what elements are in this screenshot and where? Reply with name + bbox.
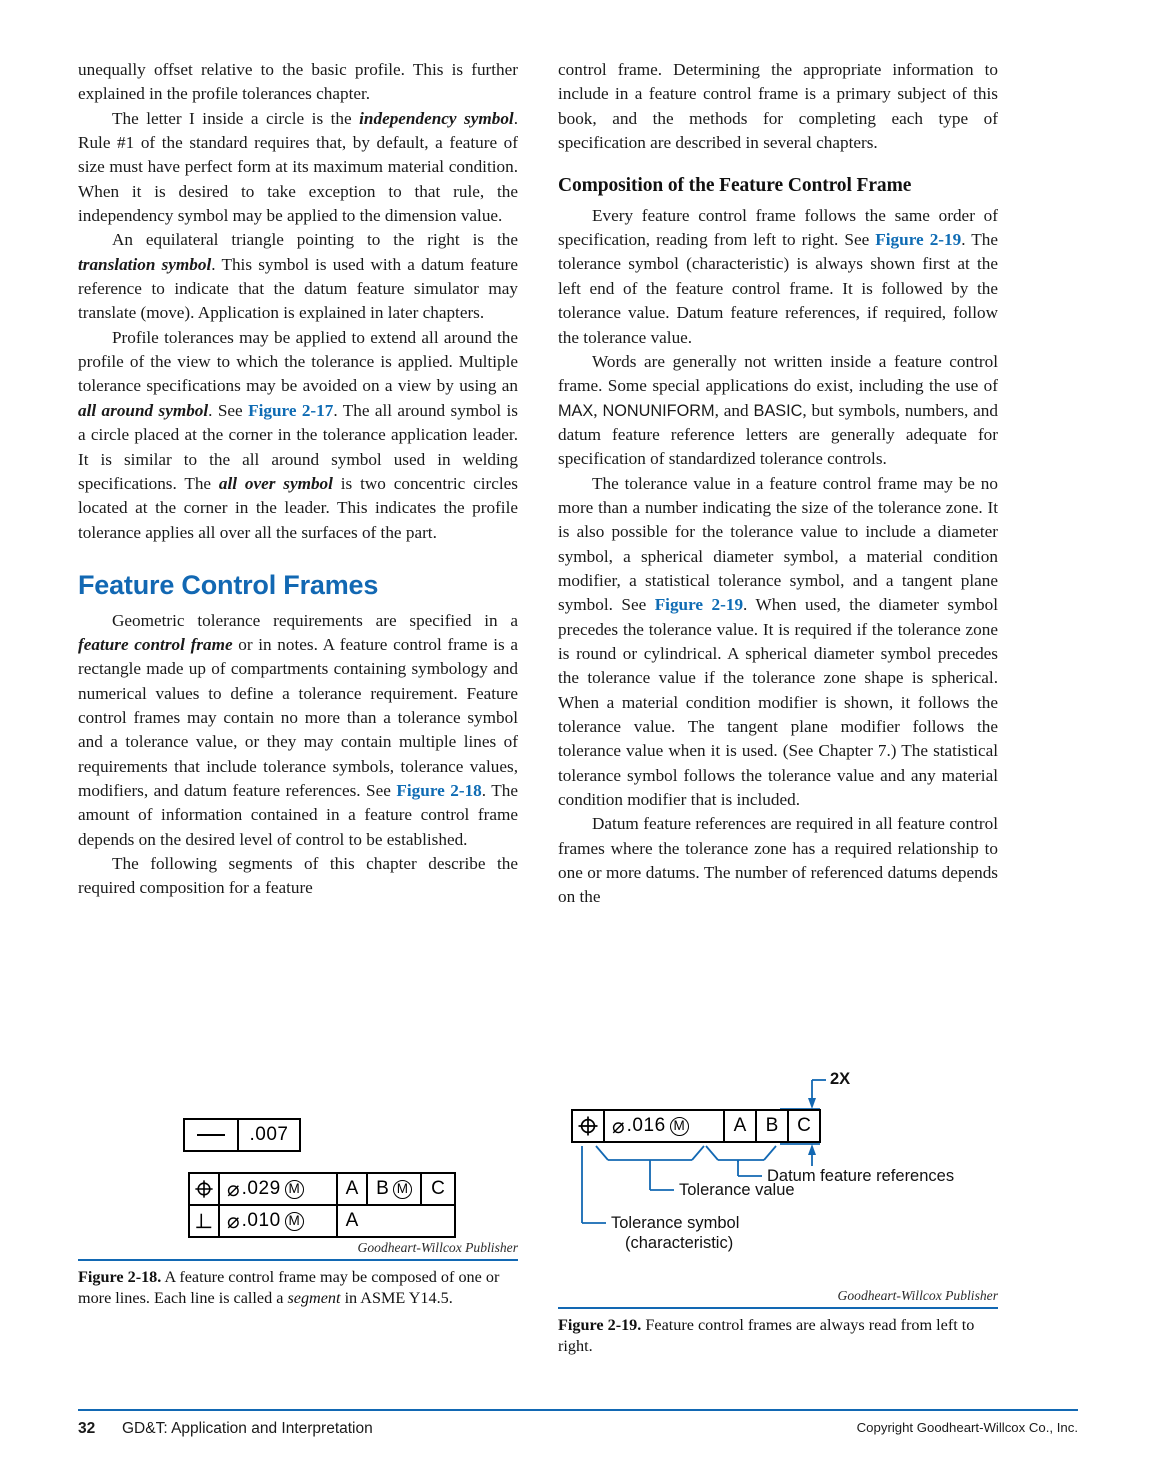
term-segment: segment <box>287 1288 341 1307</box>
section-heading-feature-control-frames: Feature Control Frames <box>78 569 379 600</box>
paragraph-order-of-specification <box>558 204 998 350</box>
figure-2-18-caption <box>78 1267 518 1308</box>
term-independency-symbol: independency symbol <box>359 108 514 128</box>
figure-2-19-rule <box>558 1307 998 1309</box>
fcf-segment <box>185 1120 299 1150</box>
mmc-modifier-icon: M <box>670 1117 689 1136</box>
text-run: A feature control frame may be composed of one or more lines. Each line is called a <box>78 1268 500 1307</box>
callout-tolerance-symbol <box>611 1213 739 1253</box>
footer-running-title: GD&T: Application and Interpretation <box>122 1420 373 1437</box>
text-run: . Rule #1 of the standard requires that, by default, a feature of size must have perfect form at its maximum material condition. When it is desired to take exception to that rule, the independency symbol may be applied to the dimension value. <box>78 108 518 226</box>
figure-2-19-credit: Goodheart-Willcox Publisher <box>837 1288 998 1303</box>
tolerance-value-cell-029 <box>218 1174 336 1204</box>
figure-2-18-caption-label: Figure 2-18. <box>78 1268 162 1286</box>
mmc-modifier-icon: M <box>285 1180 304 1199</box>
text-run: Profile tolerances may be applied to extend all around the profile of the view to which the tolerance is applied. Multiple tolerance specifications may be avoided on a view by using an <box>78 327 518 396</box>
tolerance-value: .016 <box>626 1115 666 1136</box>
diameter-symbol-2: ⌀ <box>227 1209 240 1233</box>
tolerance-value-2: .010 <box>241 1210 281 1231</box>
position-symbol <box>190 1174 218 1204</box>
text-run: or in notes. A feature control frame is a rectangle made up of compartments containing symbology and numerical values to define a tolerance requirement. Feature control frames may contain no more than a tolerance symbol and a tolerance value, or they may contain multiple lines of requirements that include tolerance symbols, tolerance values, modifiers, and datum feature references. See <box>78 634 518 800</box>
tolerance-value-cell: .007 <box>237 1120 299 1150</box>
fcf-segment <box>573 1111 819 1141</box>
text-run: , but symbols, numbers, and datum feature reference letters are generally adequate for specification of standardized tolerance controls. <box>558 400 998 469</box>
text-run: Every feature control frame follows the same order of specification, reading from left to right. See <box>558 205 998 250</box>
datum-cell-c: C <box>787 1111 819 1141</box>
spacer <box>78 545 518 571</box>
paragraph-tolerance-value <box>558 472 998 813</box>
paragraph-fcf-definition <box>78 609 518 852</box>
datum-cell-a: A <box>336 1174 366 1204</box>
datum-cell-a-2: A <box>336 1206 366 1236</box>
paragraph-following-segments <box>78 852 518 901</box>
paragraph-continued <box>78 58 518 107</box>
text-run: The tolerance value in a feature control frame may be no more than a number indicating the size of the tolerance zone. It is also possible for the tolerance value to include a diameter symbol, a spherical diameter symbol, a material condition modifier, a statistical tolerance symbol, and a tangent plane symbol. See <box>558 473 998 615</box>
mmc-modifier-icon-2: M <box>285 1212 304 1231</box>
straightness-symbol <box>185 1120 237 1150</box>
figure-2-19 <box>558 1068 998 1356</box>
text-run: , <box>593 400 603 420</box>
paragraph-continued-right <box>558 58 998 155</box>
spacer <box>558 155 998 175</box>
paragraph-independency <box>78 107 518 229</box>
callout-line-2: (characteristic) <box>625 1234 734 1252</box>
text-run: Geometric tolerance requirements are specified in a <box>112 610 518 630</box>
figure-2-19-graphic <box>558 1068 998 1288</box>
text-run: . See <box>208 400 249 420</box>
paragraph-profile <box>78 326 518 545</box>
text-run: An equilateral triangle pointing to the right is the <box>112 230 518 250</box>
datum-cell-c: C <box>420 1174 454 1204</box>
paragraph-translation <box>78 228 518 325</box>
datum-cell-b: B <box>755 1111 787 1141</box>
tolerance-value: .029 <box>241 1178 281 1199</box>
callout-line-1: Tolerance symbol <box>611 1214 740 1232</box>
feature-control-frame-two-segment <box>188 1172 456 1238</box>
diameter-symbol: ⌀ <box>227 1177 240 1201</box>
term-max: MAX <box>558 401 594 420</box>
text-run: Datum feature references are required in all feature control frames where the tolerance zone has a required relationship to one or more datums. The number of referenced datums depends on the <box>558 814 998 907</box>
term-translation-symbol: translation symbol <box>78 254 212 274</box>
figure-reference-2-19-b[interactable]: Figure 2-19 <box>654 595 744 615</box>
term-all-around-symbol: all around symbol <box>78 400 209 420</box>
figure-2-18-rule <box>78 1259 518 1261</box>
footer-copyright: Copyright Goodheart-Willcox Co., Inc. <box>856 1420 1078 1435</box>
text-run: Feature control frames are always read from left to right. <box>558 1316 975 1355</box>
text-run: . When used, the diameter symbol precedes the tolerance value. It is required if the tolerance zone is round or cylindrical. A spherical diameter symbol precedes the tolerance value if the tolerance zone shape is spherical. When a material condition modifier is shown, it follows the tolerance value. The tangent plane modifier follows the tolerance value when it is used. (See Chapter 7.) The statistical tolerance symbol follows the tolerance value and any material condition modifier that is included. <box>558 595 998 810</box>
term-basic: BASIC <box>753 401 803 420</box>
dimension-label-2x: 2X <box>830 1070 851 1088</box>
text-run: . The amount of information contained in a feature control frame depends on the desired level of control to be established. <box>78 780 518 849</box>
figure-2-19-caption <box>558 1315 998 1356</box>
fcf-segment-position <box>190 1174 454 1204</box>
figure-reference-2-19[interactable]: Figure 2-19 <box>875 230 962 250</box>
text-run: . The tolerance symbol (characteristic) is always shown first at the left end of the feature control frame. It is followed by the tolerance value. Datum feature references, if required, follow the tolerance value. <box>558 230 998 347</box>
term-all-over-symbol: all over symbol <box>218 473 333 493</box>
figure-reference-2-17[interactable]: Figure 2-17 <box>248 400 334 420</box>
figure-2-18 <box>78 1118 518 1308</box>
term-nonuniform: NONUNIFORM <box>602 401 715 420</box>
subsection-heading-composition: Composition of the Feature Control Frame <box>558 175 912 197</box>
position-symbol <box>573 1111 603 1141</box>
datum-cell-a: A <box>723 1111 755 1141</box>
tolerance-value-cell-010 <box>218 1206 336 1236</box>
datum-letter-b: B <box>376 1178 389 1199</box>
figure-2-18-credit: Goodheart-Willcox Publisher <box>357 1240 518 1255</box>
text-run: The following segments of this chapter describe the required composition for a feature <box>78 854 518 898</box>
text-run: . This symbol is used with a datum feature reference to indicate that the datum feature simulator may translate (move). Application is explained in later chapters. <box>78 254 518 323</box>
spacer <box>78 601 518 609</box>
figure-reference-2-18[interactable]: Figure 2-18 <box>396 780 482 800</box>
figure-2-19-caption-label: Figure 2-19. <box>558 1316 642 1334</box>
text-run: , and <box>714 400 754 420</box>
feature-control-frame-straightness <box>183 1118 301 1152</box>
footer-rule <box>78 1409 1078 1411</box>
text-run: in ASME Y14.5. <box>340 1288 453 1307</box>
paragraph-datum-references <box>558 812 998 909</box>
perpendicularity-symbol <box>190 1206 218 1236</box>
footer-page-number: 32 <box>78 1420 96 1437</box>
mmc-modifier-icon-b: M <box>393 1180 412 1199</box>
callout-tolerance-value: Tolerance value <box>679 1181 795 1199</box>
paragraph-words-not-written <box>558 350 998 472</box>
text-run: . The all around symbol is a circle placed at the corner in the tolerance application leader. It is similar to the all around symbol used in welding specifications. The <box>78 400 518 493</box>
fcf-single-segment-graphic <box>78 1118 518 1162</box>
diameter-symbol: ⌀ <box>612 1114 625 1138</box>
feature-control-frame-2-19 <box>571 1109 821 1143</box>
datum-cell-b <box>366 1174 420 1204</box>
left-column <box>78 58 518 901</box>
right-column <box>558 58 998 910</box>
callout-datum-feature-references: Datum feature references <box>767 1167 955 1185</box>
tolerance-value-cell-016 <box>603 1111 723 1141</box>
text-run: is two concentric circles located at the corner in the leader. This indicates the profile tolerance applies all over all the surfaces of the part. <box>78 473 518 542</box>
paragraph-text: control frame. Determining the appropriate information to include in a feature control frame is a primary subject of this book, and the methods for completing each type of specification are described in several chapters. <box>558 60 998 153</box>
fcf-two-segment-graphic <box>78 1162 518 1240</box>
text-run: Words are generally not written inside a feature control frame. Some special applications do exist, including the use of <box>558 351 998 396</box>
fcf-segment-perpendicularity <box>190 1204 454 1236</box>
paragraph-text: unequally offset relative to the basic profile. This is further explained in the profile tolerances chapter. <box>78 60 518 104</box>
text-run: The letter I inside a circle is the <box>112 108 360 128</box>
term-feature-control-frame: feature control frame <box>78 634 233 654</box>
